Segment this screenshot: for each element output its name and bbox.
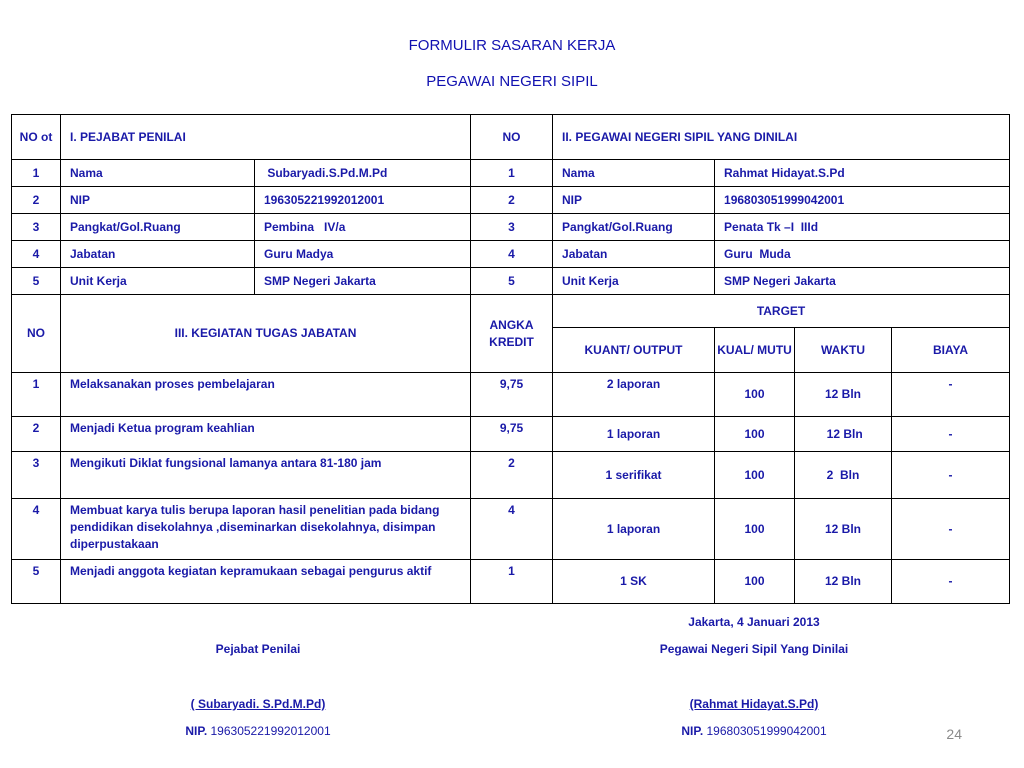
row-value: 196305221992012001 <box>255 187 471 214</box>
row-value: Subaryadi.S.Pd.M.Pd <box>255 160 471 187</box>
task-waktu: 12 Bln <box>795 499 892 560</box>
row-no-2: 1 <box>471 160 553 187</box>
tasks-header-row <box>12 295 1010 328</box>
task-no: 2 <box>12 417 61 452</box>
place-date: Jakarta, 4 Januari 2013 <box>688 615 820 629</box>
waktu-header: WAKTU <box>795 328 892 373</box>
row-no: 4 <box>12 241 61 268</box>
row-value-2: SMP Negeri Jakarta <box>715 268 1010 295</box>
row-label: Jabatan <box>61 241 255 268</box>
row-value: Guru Madya <box>255 241 471 268</box>
task-no: 4 <box>12 499 61 560</box>
row-value: Pembina IV/a <box>255 214 471 241</box>
task-kuant: 2 laporan <box>553 373 715 417</box>
left-nip-value: 196305221992012001 <box>210 724 331 738</box>
task-kegiatan: Mengikuti Diklat fungsional lamanya antara 81-180 jam <box>61 452 471 499</box>
right-signer-name: (Rahmat Hidayat.S.Pd) <box>689 697 819 711</box>
task-kegiatan: Menjadi Ketua program keahlian <box>61 417 471 452</box>
row-value-2: 196803051999042001 <box>715 187 1010 214</box>
row-no-2: 5 <box>471 268 553 295</box>
task-biaya: - <box>892 560 1010 604</box>
kual-mutu-header: KUAL/ MUTU <box>715 328 795 373</box>
task-kual: 100 <box>715 417 795 452</box>
row-label-2: NIP <box>553 187 715 214</box>
row-no: 3 <box>12 214 61 241</box>
row-no: 1 <box>12 160 61 187</box>
task-no: 3 <box>12 452 61 499</box>
task-waktu: 2 Bln <box>795 452 892 499</box>
row-no-2: 3 <box>471 214 553 241</box>
task-waktu: 12 Bln <box>795 560 892 604</box>
task-biaya: - <box>892 417 1010 452</box>
row-no-2: 2 <box>471 187 553 214</box>
task-angka-kredit: 9,75 <box>471 373 553 417</box>
identity-row <box>12 241 1010 268</box>
task-no: 5 <box>12 560 61 604</box>
task-kuant: 1 laporan <box>553 417 715 452</box>
identity-header-row <box>12 115 1010 160</box>
task-kuant: 1 SK <box>553 560 715 604</box>
target-form-table <box>11 114 1010 604</box>
kuant-output-header: KUANT/ OUTPUT <box>553 328 715 373</box>
row-no: 5 <box>12 268 61 295</box>
biaya-header: BIAYA <box>892 328 1010 373</box>
task-waktu: 12 Bln <box>795 373 892 417</box>
task-biaya: - <box>892 499 1010 560</box>
task-row <box>12 560 1010 604</box>
row-value: SMP Negeri Jakarta <box>255 268 471 295</box>
task-kual: 100 <box>715 452 795 499</box>
identity-row <box>12 268 1010 295</box>
row-no: 2 <box>12 187 61 214</box>
no-header: NO ot <box>12 115 61 160</box>
target-header: TARGET <box>553 295 1010 328</box>
task-angka-kredit: 9,75 <box>471 417 553 452</box>
row-label-2: Nama <box>553 160 715 187</box>
task-biaya: - <box>892 452 1010 499</box>
left-signer-name: ( Subaryadi. S.Pd.M.Pd) <box>190 697 326 711</box>
identity-row <box>12 214 1010 241</box>
task-no: 1 <box>12 373 61 417</box>
task-waktu: 12 Bln <box>795 417 892 452</box>
right-nip-label: NIP. <box>681 724 704 738</box>
task-kegiatan: Menjadi anggota kegiatan kepramukaan sebagai pengurus aktif <box>61 560 471 604</box>
task-kegiatan: Membuat karya tulis berupa laporan hasil penelitian pada bidang pendidikan disekolahnya ,diseminarkan disekolahnya, disimpan diperpustakaan <box>61 499 471 560</box>
task-kegiatan: Melaksanakan proses pembelajaran <box>61 373 471 417</box>
right-signer-nip <box>604 724 904 738</box>
task-kuant: 1 laporan <box>553 499 715 560</box>
pegawai-dinilai-header: II. PEGAWAI NEGERI SIPIL YANG DINILAI <box>553 115 1010 160</box>
task-angka-kredit: 2 <box>471 452 553 499</box>
task-kual: 100 <box>715 560 795 604</box>
left-signer-nip <box>108 724 408 738</box>
identity-row <box>12 160 1010 187</box>
row-label-2: Unit Kerja <box>553 268 715 295</box>
row-label-2: Pangkat/Gol.Ruang <box>553 214 715 241</box>
row-value-2: Penata Tk –I IIId <box>715 214 1010 241</box>
task-angka-kredit: 1 <box>471 560 553 604</box>
row-label: Pangkat/Gol.Ruang <box>61 214 255 241</box>
page-number: 24 <box>946 726 962 742</box>
task-row <box>12 499 1010 560</box>
row-value-2: Guru Muda <box>715 241 1010 268</box>
task-kuant: 1 serifikat <box>553 452 715 499</box>
row-label-2: Jabatan <box>553 241 715 268</box>
task-angka-kredit: 4 <box>471 499 553 560</box>
tasks-no-header: NO <box>12 295 61 373</box>
row-label: Unit Kerja <box>61 268 255 295</box>
left-signer-role: Pejabat Penilai <box>215 642 301 656</box>
task-biaya: - <box>892 373 1010 417</box>
task-row <box>12 373 1010 417</box>
form-subtitle: PEGAWAI NEGERI SIPIL <box>426 73 598 90</box>
task-kual: 100 <box>715 373 795 417</box>
angka-kredit-header: ANGKA KREDIT <box>471 295 553 373</box>
right-signer-role: Pegawai Negeri Sipil Yang Dinilai <box>659 642 849 656</box>
form-title: FORMULIR SASARAN KERJA <box>408 37 616 54</box>
task-row <box>12 452 1010 499</box>
task-row <box>12 417 1010 452</box>
row-value-2: Rahmat Hidayat.S.Pd <box>715 160 1010 187</box>
identity-row <box>12 187 1010 214</box>
row-label: NIP <box>61 187 255 214</box>
kegiatan-header: III. KEGIATAN TUGAS JABATAN <box>61 295 471 373</box>
pejabat-penilai-header: I. PEJABAT PENILAI <box>61 115 471 160</box>
row-no-2: 4 <box>471 241 553 268</box>
row-label: Nama <box>61 160 255 187</box>
right-nip-value: 196803051999042001 <box>706 724 827 738</box>
no-header-2: NO <box>471 115 553 160</box>
left-nip-label: NIP. <box>185 724 208 738</box>
task-kual: 100 <box>715 499 795 560</box>
